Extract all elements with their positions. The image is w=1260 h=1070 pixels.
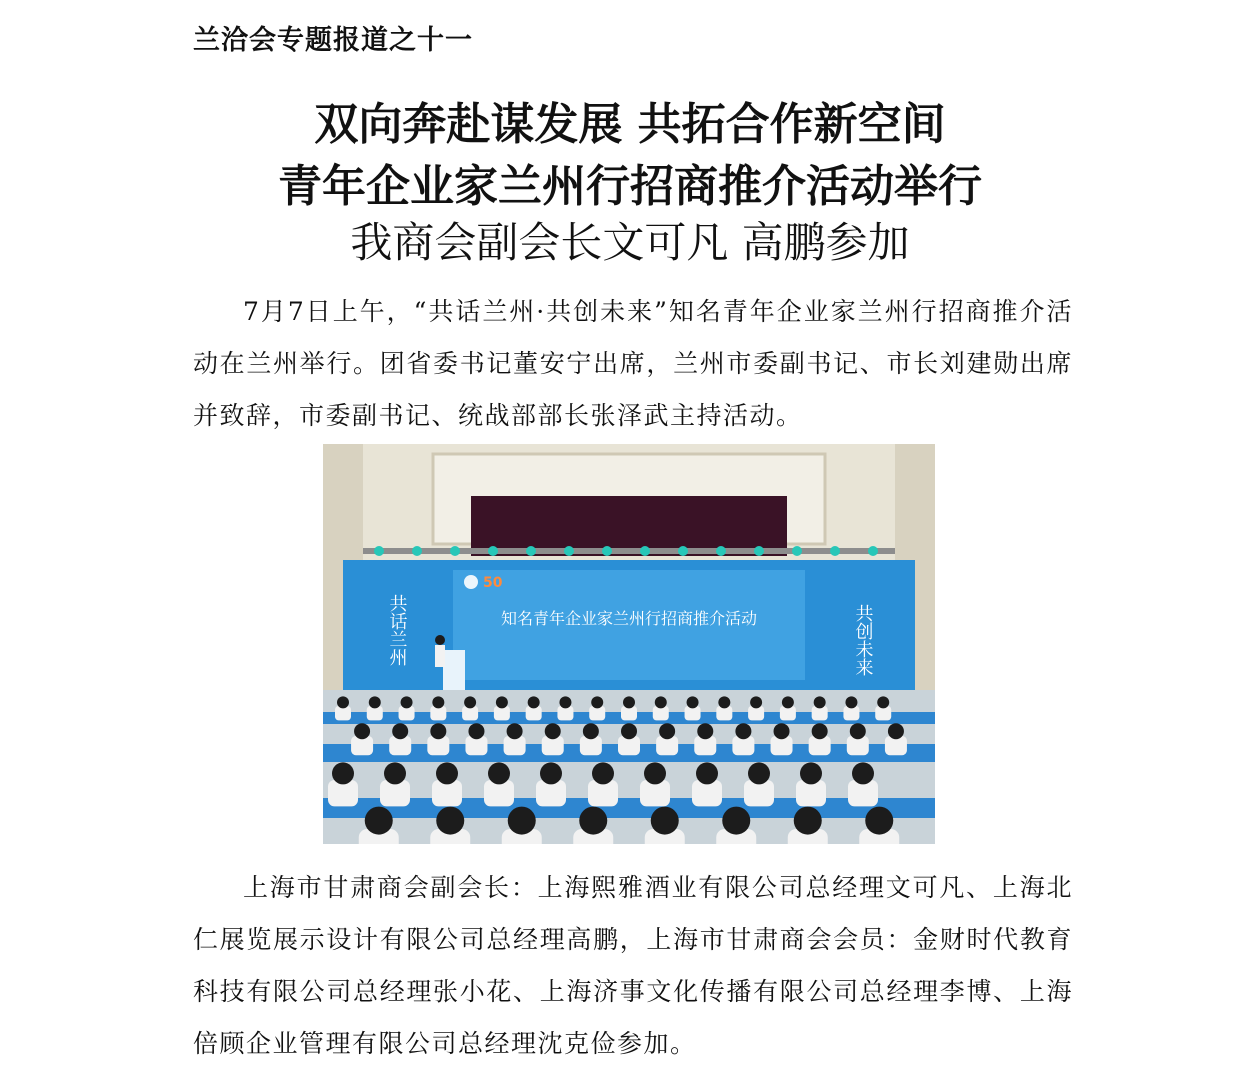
banner-left-slogan: 共话兰州: [386, 594, 408, 666]
stage-light-icon: [412, 546, 422, 556]
stage-light-icon: [640, 546, 650, 556]
banner-right-slogan: 共创未来: [852, 604, 874, 676]
headline-line-2: 青年企业家兰州行招商推介活动举行: [278, 161, 982, 212]
stage-curtain: [471, 496, 787, 556]
speaker-body: [435, 645, 445, 667]
banner-logo: 50: [483, 575, 503, 591]
stage-light-icon: [868, 546, 878, 556]
banner-emblem-icon: [464, 575, 478, 589]
banner-title: 知名青年企业家兰州行招商推介活动: [500, 609, 758, 628]
stage-light-icon: [564, 546, 574, 556]
event-photo: [323, 444, 935, 844]
podium: [443, 650, 465, 690]
lighting-truss: [363, 548, 895, 554]
event-photo-illustration: [323, 444, 935, 844]
stage-light-icon: [374, 546, 384, 556]
participants-paragraph: 上海市甘肃商会副会长：上海熙雅酒业有限公司总经理文可凡、上海北仁展览展示设计有限公司总经理高鹏，上海市甘肃商会会员：金财时代教育科技有限公司总经理张小花、上海济事文化传播有限公司总经理李博、上海倍顾企业管理有限公司总经理沈克俭参加。: [193, 873, 1073, 1058]
stage-light-icon: [488, 546, 498, 556]
headline-line-1: 双向奔赴谋发展 共拓合作新空间: [314, 99, 946, 150]
stage-light-icon: [450, 546, 460, 556]
stage-light-icon: [526, 546, 536, 556]
speaker-head: [435, 635, 445, 645]
stage-light-icon: [602, 546, 612, 556]
table-row-3: [323, 798, 935, 818]
stage-light-icon: [830, 546, 840, 556]
stage-light-icon: [792, 546, 802, 556]
intro-paragraph: 7月7日上午，“共话兰州·共创未来”知名青年企业家兰州行招商推介活动在兰州举行。团省委书记董安宁出席，兰州市委副书记、市长刘建勋出席并致辞，市委副书记、统战部部长张泽武主持活动。: [193, 297, 1073, 430]
stage-light-icon: [678, 546, 688, 556]
headline-line-3: 我商会副会长文可凡 高鹏参加: [350, 218, 910, 267]
series-label: 兰洽会专题报道之十一: [193, 25, 473, 56]
stage-light-icon: [716, 546, 726, 556]
stage-light-icon: [754, 546, 764, 556]
